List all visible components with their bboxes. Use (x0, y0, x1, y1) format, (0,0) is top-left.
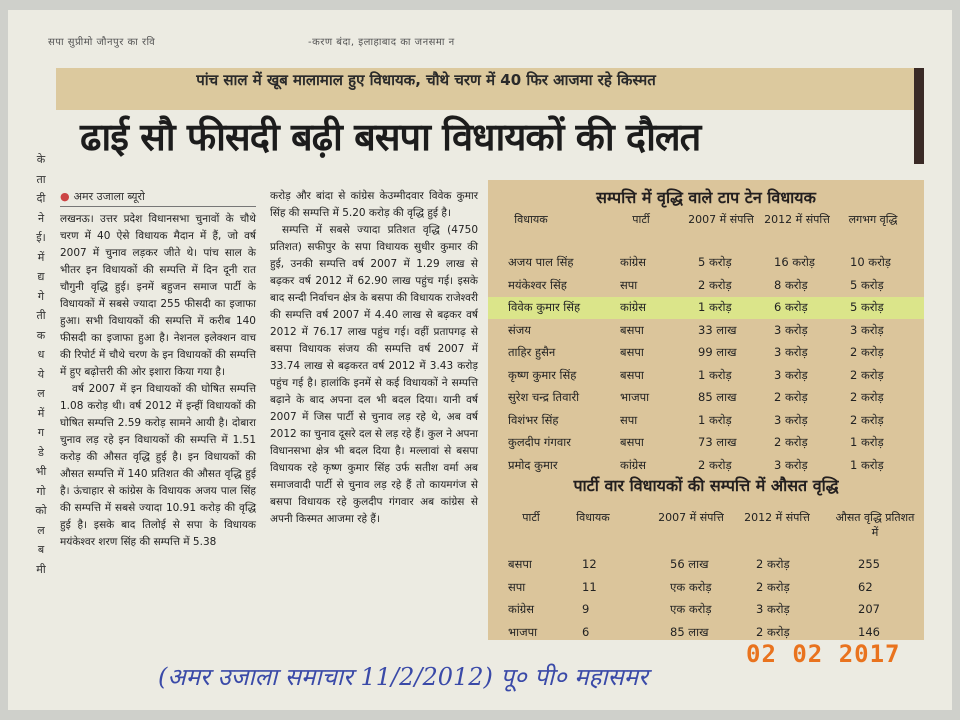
left-edge-char: को (35, 504, 47, 517)
table-cell: 2 करोड़ (850, 367, 884, 382)
table-cell: 3 करोड़ (774, 345, 808, 359)
table-cell: सुरेश चन्द्र तिवारी (508, 390, 580, 404)
paragraph: वर्ष 2007 में इन विधायकों की घोषित सम्पत्ति 1.08 करोड़ थी। वर्ष 2012 में इन्हीं विधायकों की घोषित सम्पत्ति 2.59 करोड़ सामने आयी है। दोबारा चुनाव लड़ रहे इन विधायकों की सम्पत्ति में 1.51 करोड़ की औसत वृद्धि हुई है। इन विधायकों की औसत सम्पत्ति में 140 प्रतिशत की औसत वृद्धि हुई है। ऊंचाहार से कांग्रेस के विधायक अजय पाल सिंह की सम्पत्ति में सबसे ज्यादा 10.91 करोड़ की वृद्धि हुई है। इसके बाद तिलोई से सपा के विधायक मयंकेश्वर शरण सिंह की सम्पत्ति में 5.38 (60, 383, 256, 548)
left-edge-char: गे (37, 289, 45, 303)
table1-header-cell: पार्टी (632, 213, 650, 226)
table-cell: बसपा (508, 557, 532, 571)
table-cell: भाजपा (508, 624, 538, 639)
table-cell: विशंभर सिंह (508, 412, 559, 427)
left-edge-char: ल (37, 523, 45, 537)
table-row (488, 275, 924, 297)
table-cell: एक करोड़ (670, 579, 712, 594)
table2-header-cell: औसत वृद्धि प्रतिशत में (835, 511, 915, 539)
table-row (488, 365, 924, 387)
table1-header-cell: लगभग वृद्धि (848, 213, 898, 226)
table-cell: 1 करोड़ (698, 300, 732, 314)
left-edge-char: में (37, 406, 45, 420)
left-edge-char: ने (37, 211, 45, 225)
table-cell: कांग्रेस (620, 255, 647, 269)
table-cell: 16 करोड़ (774, 255, 815, 269)
left-edge-char: गो (36, 484, 46, 498)
table-cell: ताहिर हुसैन (508, 345, 556, 359)
table-cell: 3 करोड़ (774, 457, 808, 472)
table2-header-cell: 2007 में संपत्ति (658, 511, 724, 524)
left-edge-char: डे (38, 445, 44, 459)
handwritten-note: (अमर उजाला समाचार 11/2/2012) पू० पी० महासमर (158, 663, 648, 691)
table-cell: बसपा (620, 367, 644, 382)
table-cell: 207 (858, 602, 880, 616)
table-cell: कांग्रेस (620, 300, 647, 314)
table-row (488, 577, 924, 599)
table-cell: 2 करोड़ (774, 390, 808, 404)
article-column-1 (60, 188, 256, 551)
table2-header-cell: पार्टी (522, 511, 540, 524)
left-edge-char: क (36, 328, 46, 342)
table2-header-cell: 2012 में संपत्ति (744, 511, 810, 524)
table-cell: कृष्ण कुमार सिंह (508, 367, 577, 382)
top-strip-right: -करण बंदा, इलाहाबाद का जनसमा न (308, 37, 455, 48)
left-edge-char: ग (37, 426, 45, 439)
table-row (488, 297, 924, 319)
table-cell: 73 लाख (698, 435, 737, 449)
table-cell: 5 करोड़ (698, 255, 732, 269)
table-cell: 3 करोड़ (774, 367, 808, 382)
paragraph: करोड़ और बांदा से कांग्रेस केउम्मीदवार विवेक कुमार सिंह की सम्पत्ति में 5.20 करोड़ की वृद्धि हुई है। (270, 190, 478, 219)
table-cell: 62 (858, 579, 873, 594)
table-cell: मयंकेश्वर सिंह (508, 277, 567, 292)
left-edge-char: के (36, 153, 46, 166)
newspaper-clipping (8, 10, 952, 710)
table-cell: 5 करोड़ (850, 277, 884, 292)
table-cell: 2 करोड़ (850, 345, 884, 359)
table-row (488, 342, 924, 364)
left-edge-char: ल (37, 387, 45, 400)
table-cell: 1 करोड़ (698, 412, 732, 427)
table-cell: 1 करोड़ (850, 457, 884, 472)
table-cell: 2 करोड़ (850, 412, 884, 427)
table-cell: 2 करोड़ (774, 435, 808, 449)
table-cell: 2 करोड़ (756, 557, 790, 571)
left-edge-char: दी (36, 192, 46, 205)
table-cell: 6 (582, 624, 590, 639)
table-cell: बसपा (620, 322, 644, 337)
table-row (488, 432, 924, 454)
left-edge-char: भी (35, 465, 47, 478)
table-cell: सपा (620, 412, 638, 427)
table-row (488, 599, 924, 621)
table-row (488, 320, 924, 342)
table-cell: 3 करोड़ (774, 322, 808, 337)
table1-header-cell: 2007 में संपत्ति (688, 213, 754, 226)
left-edge-char: मी (36, 562, 46, 576)
left-edge-char: ता (36, 172, 46, 186)
left-edge-char: में (37, 250, 45, 264)
table-cell: एक करोड़ (670, 602, 712, 616)
table-cell: कुलदीप गंगवार (508, 435, 571, 449)
party-table-title: पार्टी वार विधायकों की सम्पत्ति में औसत वृद्धि (573, 476, 839, 495)
byline-text: अमर उजाला ब्यूरो (73, 190, 145, 203)
top-ten-table-title: सम्पत्ति में वृद्धि वाले टाप टेन विधायक (596, 188, 816, 207)
table-cell: 1 करोड़ (850, 435, 884, 449)
left-edge-char: ध (37, 348, 45, 361)
date-stamp: 02 02 2017 (746, 640, 901, 668)
table-cell: 2 करोड़ (850, 390, 884, 404)
table-row (488, 252, 924, 274)
top-strip (48, 32, 928, 50)
paragraph: लखनऊ। उत्तर प्रदेश विधानसभा चुनावों के चौथे चरण में 40 ऐसे विधायक मैदान में हैं, जो वर्ष 2007 में चुनाव लड़कर जीते थे। पांच साल के भीतर इन विधायकों की सम्पत्ति में दिन दूनी रात चौगुनी वृद्धि हुई। इनमें बहुजन समाज पार्टी के विधायकों में सबसे ज्यादा 255 फीसदी का इजाफा हुआ। सभी विधायकों की सम्पत्ति में करीब 140 फीसदी का इजाफा हुआ है। नेशनल इलेक्शन वाच की रिपोर्ट में चौथे चरण के इन विधायकों की सम्पत्ति में हुए बढ़ोत्तरी की ओर इशारा किया गया है। (60, 213, 256, 378)
table-row (488, 387, 924, 409)
headline: ढाई सौ फीसदी बढ़ी बसपा विधायकों की दौलत (80, 114, 701, 159)
tables-panel (488, 180, 924, 640)
table-cell: भाजपा (620, 390, 650, 404)
table-cell: प्रमोद कुमार (508, 457, 558, 472)
table-cell: सपा (508, 579, 526, 594)
table-cell: 10 करोड़ (850, 255, 891, 269)
table-cell: कांग्रेस (620, 457, 647, 472)
table-row (488, 554, 924, 576)
table-cell: सपा (620, 277, 638, 292)
table-cell: 56 लाख (670, 557, 709, 571)
table-cell: 3 करोड़ (774, 412, 808, 427)
table-cell: अजय पाल सिंह (508, 255, 574, 269)
headline-accent-bar (914, 68, 924, 164)
table-cell: संजय (508, 322, 531, 337)
left-edge-char: ती (36, 309, 46, 322)
table1-header-cell: विधायक (514, 213, 548, 226)
table-cell: बसपा (620, 345, 644, 359)
table-cell: 85 लाख (670, 624, 709, 639)
table-cell: 8 करोड़ (774, 277, 808, 292)
top-strip-left: सपा सुप्रीमो जौनपुर का रवि (48, 37, 156, 48)
byline (60, 188, 256, 207)
table-cell: 85 लाख (698, 390, 737, 404)
table-cell: 5 करोड़ (850, 300, 884, 314)
table-cell: 33 लाख (698, 322, 737, 337)
table-cell: 99 लाख (698, 345, 737, 359)
table-cell: 6 करोड़ (774, 300, 808, 314)
table-cell: 12 (582, 557, 597, 571)
table-cell: बसपा (620, 435, 644, 449)
table-row (488, 410, 924, 432)
table-cell: विवेक कुमार सिंह (508, 300, 581, 314)
left-edge-char: ई। (36, 231, 46, 244)
table-cell: 2 करोड़ (756, 579, 790, 594)
table-cell: 1 करोड़ (698, 367, 732, 382)
table-cell: 2 करोड़ (698, 457, 732, 472)
table-cell: 255 (858, 557, 880, 571)
article-column-2 (270, 188, 478, 528)
table-cell: 3 करोड़ (756, 602, 790, 616)
table-cell: 11 (582, 579, 597, 594)
table2-header-cell: विधायक (576, 511, 610, 524)
left-edge-char: ये (37, 367, 45, 381)
left-edge-column (30, 150, 52, 579)
kicker: पांच साल में खूब मालामाल हुए विधायक, चौथे चरण में 40 फिर आजमा रहे किस्मत (196, 71, 656, 89)
table1-header-cell: 2012 में संपत्ति (764, 213, 830, 226)
table-cell: कांग्रेस (508, 602, 535, 616)
table-cell: 2 करोड़ (756, 624, 790, 639)
table-cell: 9 (582, 602, 590, 616)
table-cell: 2 करोड़ (698, 277, 732, 292)
left-edge-char: ब (37, 543, 45, 556)
left-edge-char: द्य (37, 270, 45, 283)
table-cell: 146 (858, 624, 880, 639)
paragraph: सम्पत्ति में सबसे ज्यादा प्रतिशत वृद्धि (4750 प्रतिशत) सफीपुर के सपा विधायक सुधीर कुमार की हुई, उनकी सम्पत्ति वर्ष 2007 में 1.29 लाख से बढ़कर वर्ष 2012 में 62.90 लाख पहुंच गई। इसके बाद सन्दी निर्वाचन क्षेत्र के बसपा की विधायक राजेश्वरी की सम्पत्ति वर्ष 2007 में 4.40 लाख से बढ़कर वर्ष 2012 में 76.17 लाख पहुंच गई। वहीं प्रतापगढ़ से बसपा विधायक संजय की सम्पत्ति वर्ष 2007 में 33.74 लाख से बढ़करत वर्ष 2012 में 3.43 करोड़ पहुंच गई है। हालांकि इनमें से कई विधायकों ने सम्पत्ति बढ़ाने के बाद अपना दल भी बदल दिया। यानी वर्ष 2007 में जिस पार्टी से चुनाव लड़ रहे थे, अब वर्ष 2012 का चुनाव दूसरे दल से लड़ रहे हैं। कुल ने अपना विधानसभा क्षेत्र भी बदल दिया है। मल्लावां से बसपा विधायक रहे कृष्ण कुमार सिंह उर्फ सतीश वर्मा अब समाजवादी पार्टी से चुनाव लड़ रहे हैं तो कायमगंज से बसपा विधायक रहे कुलदीप गंगवार अब कांग्रेस से अपनी किस्मत आजमा रहे हैं। (270, 224, 478, 525)
bullet-icon: ● (60, 190, 70, 203)
table-cell: 3 करोड़ (850, 322, 884, 337)
